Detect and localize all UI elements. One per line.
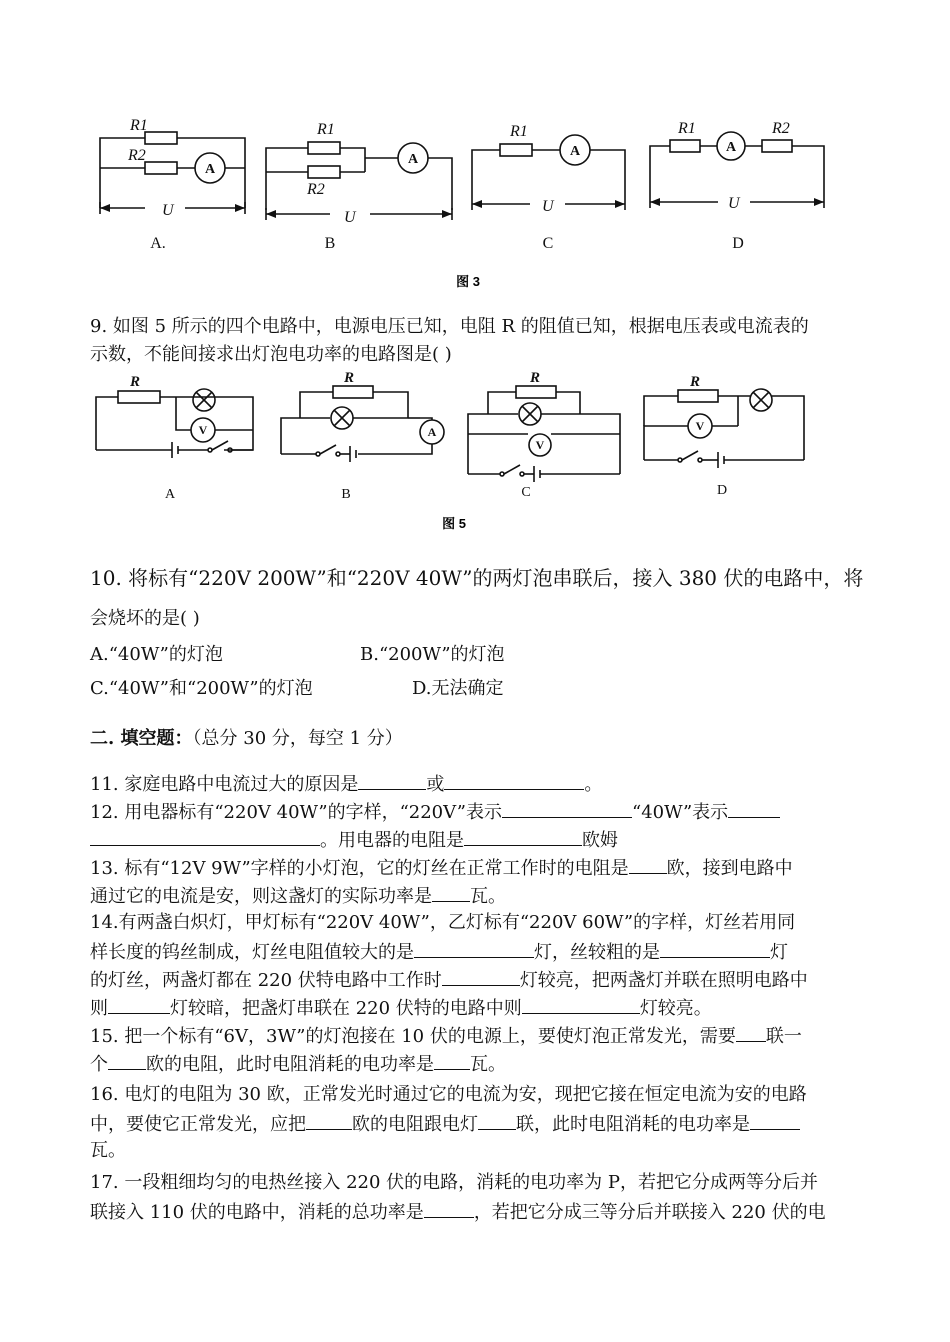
q16-text-b: 中，要使它正常发光，应把 — [90, 1114, 306, 1135]
q14-text-g: 则 — [90, 998, 108, 1019]
q11-text-b: 或 — [426, 774, 445, 795]
fig5-caption: 图 5 — [442, 516, 466, 531]
q12-text-c: 。用电器的电阻是 — [320, 830, 464, 851]
q12-line1 — [90, 797, 780, 827]
q9-line1: 9. 如图 5 所示的四个电路中，电源电压已知，电阻 R 的阻值已知，根据电压表或电流表的 — [90, 316, 809, 337]
fig5-circuit-d — [644, 389, 804, 468]
q16-blank-1[interactable] — [306, 1109, 352, 1130]
q13-blank-2[interactable] — [432, 881, 470, 902]
q16-text-c: 欧的电阻跟电灯 — [352, 1114, 478, 1135]
q10-option-b: B.“200W”的灯泡 — [360, 644, 505, 665]
q14-blank-4[interactable] — [108, 993, 170, 1014]
q13-line2 — [90, 881, 506, 911]
q12-blank-2[interactable] — [728, 797, 780, 818]
q15-blank-3[interactable] — [434, 1049, 470, 1070]
q14-line4 — [90, 993, 712, 1023]
q11-text-c: 。 — [584, 774, 603, 795]
q14-text-i: 灯较亮。 — [639, 998, 712, 1019]
q16-line1: 16. 电灯的电阻为 30 欧，正常发光时通过它的电流为安，现把它接在恒定电流为安的电路 — [90, 1084, 807, 1105]
q13-text-b: 欧，接到电路中 — [666, 858, 793, 879]
q16-line2 — [90, 1109, 800, 1139]
fig5-a-voltmeter-label: V — [198, 423, 208, 437]
fig5-label-c: C — [521, 485, 531, 500]
q12-blank-3[interactable] — [464, 825, 582, 846]
fig5-label-a: A — [164, 487, 176, 502]
figure-5 — [88, 370, 818, 535]
q14-blank-5[interactable] — [522, 993, 640, 1014]
q13-text-a: 13. 标有“12V 9W”字样的小灯泡，它的灯丝在正常工作时的电阻是 — [90, 858, 629, 879]
q10-option-c: C.“40W”和“200W”的灯泡 — [90, 678, 313, 699]
q9-line2: 示数，不能间接求出灯泡电功率的电路图是( ) — [90, 344, 452, 365]
q10-option-d: D.无法确定 — [412, 678, 504, 699]
q16-blank-2[interactable] — [478, 1109, 516, 1130]
q15-text-b: 联一 — [765, 1026, 802, 1047]
fig3-c-ammeter-label: A — [569, 144, 581, 159]
q15-text-d: 欧的电阻，此时电阻消耗的电功率是 — [146, 1054, 434, 1075]
q11-text-a: 11. 家庭电路中电流过大的原因是 — [90, 774, 359, 795]
q15-blank-1[interactable] — [736, 1021, 766, 1042]
q15-text-a: 15. 把一个标有“6V，3W”的灯泡接在 10 伏的电源上，要使灯泡正常发光，需要 — [90, 1026, 736, 1047]
fig5-b-ammeter-label: A — [427, 425, 437, 439]
fig3-a-r1-label: R1 — [130, 117, 148, 134]
q11 — [90, 769, 602, 799]
q17-blank-1[interactable] — [424, 1197, 474, 1218]
q13-blank-1[interactable] — [629, 853, 667, 874]
q16-blank-3[interactable] — [750, 1109, 800, 1130]
fig3-c-u-label: U — [542, 198, 554, 215]
q14-blank-3[interactable] — [442, 965, 520, 986]
q10-line2: 会烧坏的是( ) — [90, 608, 200, 629]
section-2-heading — [90, 725, 403, 753]
q14-text-b: 样长度的钨丝制成，灯丝电阻值较大的是 — [90, 942, 414, 963]
fig3-a-u-label: U — [162, 202, 174, 219]
q14-blank-2[interactable] — [660, 937, 770, 958]
q10-option-a: A.“40W”的灯泡 — [90, 644, 223, 665]
q14-line1: 14.有两盏白炽灯，甲灯标有“220V 40W”，乙灯标有“220V 60W”的字样，灯丝若用同 — [90, 912, 796, 933]
fig3-caption: 图 3 — [456, 274, 480, 289]
fig3-b-ammeter-label: A — [407, 152, 419, 167]
section-2-note: （总分 30 分，每空 1 分） — [192, 728, 403, 749]
figure-3 — [90, 110, 850, 300]
q14-line3 — [90, 965, 808, 995]
q15-line2 — [90, 1049, 506, 1079]
fig3-a-r2-label: R2 — [128, 147, 146, 164]
fig3-d-r2-label: R2 — [772, 120, 790, 137]
q14-text-f: 灯较亮，把两盏灯并联在照明电路中 — [519, 970, 808, 991]
fig3-circuit-b — [266, 142, 452, 220]
q15-line1 — [90, 1021, 802, 1051]
q12-text-a: 12. 用电器标有“220V 40W”的字样，“220V”表示 — [90, 802, 502, 823]
fig5-label-d: D — [716, 483, 728, 498]
q13-text-d: 瓦。 — [470, 886, 506, 907]
fig3-d-r1-label: R1 — [678, 120, 696, 137]
fig5-circuit-c — [468, 386, 620, 482]
fig3-label-d: D — [732, 235, 744, 252]
fig3-a-ammeter-label: A — [204, 162, 216, 177]
q14-text-c: 灯，丝较粗的是 — [534, 942, 660, 963]
q17-line2 — [90, 1197, 826, 1227]
q16-line3: 瓦。 — [90, 1140, 126, 1161]
section-2-title: 二. 填空题： — [90, 728, 193, 749]
fig5-label-b: B — [341, 487, 351, 502]
q17-text-c: ，若把它分成三等分后并联接入 220 伏的电 — [473, 1202, 826, 1223]
q14-line2 — [90, 937, 788, 967]
q12-text-b: “40W”表示 — [632, 802, 729, 823]
fig3-label-b: B — [324, 235, 336, 252]
q13-text-c: 通过它的电流是安，则这盏灯的实际功率是 — [90, 886, 432, 907]
fig3-label-c: C — [542, 235, 554, 252]
fig5-c-r-label: R — [530, 370, 541, 386]
q14-text-h: 灯较暗，把盏灯串联在 220 伏特的电路中则 — [170, 998, 522, 1019]
fig5-c-voltmeter-label: V — [535, 438, 545, 452]
fig3-b-r2-label: R2 — [307, 181, 325, 198]
q14-blank-1[interactable] — [414, 937, 534, 958]
fig5-b-r-label: R — [344, 370, 355, 386]
q14-text-e: 的灯丝，两盏灯都在 220 伏特电路中工作时 — [90, 970, 442, 991]
fig3-label-a: A. — [150, 235, 166, 252]
q11-blank-1[interactable] — [358, 769, 426, 790]
fig3-d-u-label: U — [728, 195, 740, 212]
fig5-d-voltmeter-label: V — [695, 419, 705, 433]
q13-line1 — [90, 853, 793, 883]
q16-text-d: 联，此时电阻消耗的电功率是 — [516, 1114, 750, 1135]
q17-text-b: 联接入 110 伏的电路中，消耗的总功率是 — [90, 1202, 424, 1223]
q15-blank-2[interactable] — [108, 1049, 146, 1070]
fig5-circuit-b — [281, 386, 444, 462]
q10-line1: 10. 将标有“220V 200W”和“220V 40W”的两灯泡串联后，接入 380 伏的电路中，将 — [90, 566, 864, 590]
q14-text-d: 灯 — [770, 942, 788, 963]
q12-text-d: 欧姆 — [582, 830, 618, 851]
q15-text-e: 瓦。 — [470, 1054, 506, 1075]
q12-blank-1[interactable] — [502, 797, 632, 818]
fig3-c-r1-label: R1 — [510, 123, 528, 140]
fig3-b-r1-label: R1 — [317, 121, 335, 138]
fig5-d-r-label: R — [690, 374, 701, 390]
fig3-d-ammeter-label: A — [725, 140, 737, 155]
q17-line1: 17. 一段粗细均匀的电热丝接入 220 伏的电路，消耗的电功率为 P，若把它分成两等分后并 — [90, 1172, 818, 1193]
q12-blank-2-cont[interactable] — [90, 825, 320, 846]
q12-line2 — [90, 825, 618, 855]
fig5-a-r-label: R — [130, 374, 141, 390]
fig3-b-u-label: U — [344, 209, 356, 226]
q15-text-c: 个 — [90, 1054, 108, 1075]
q11-blank-2[interactable] — [444, 769, 584, 790]
fig5-circuit-a — [96, 389, 253, 458]
